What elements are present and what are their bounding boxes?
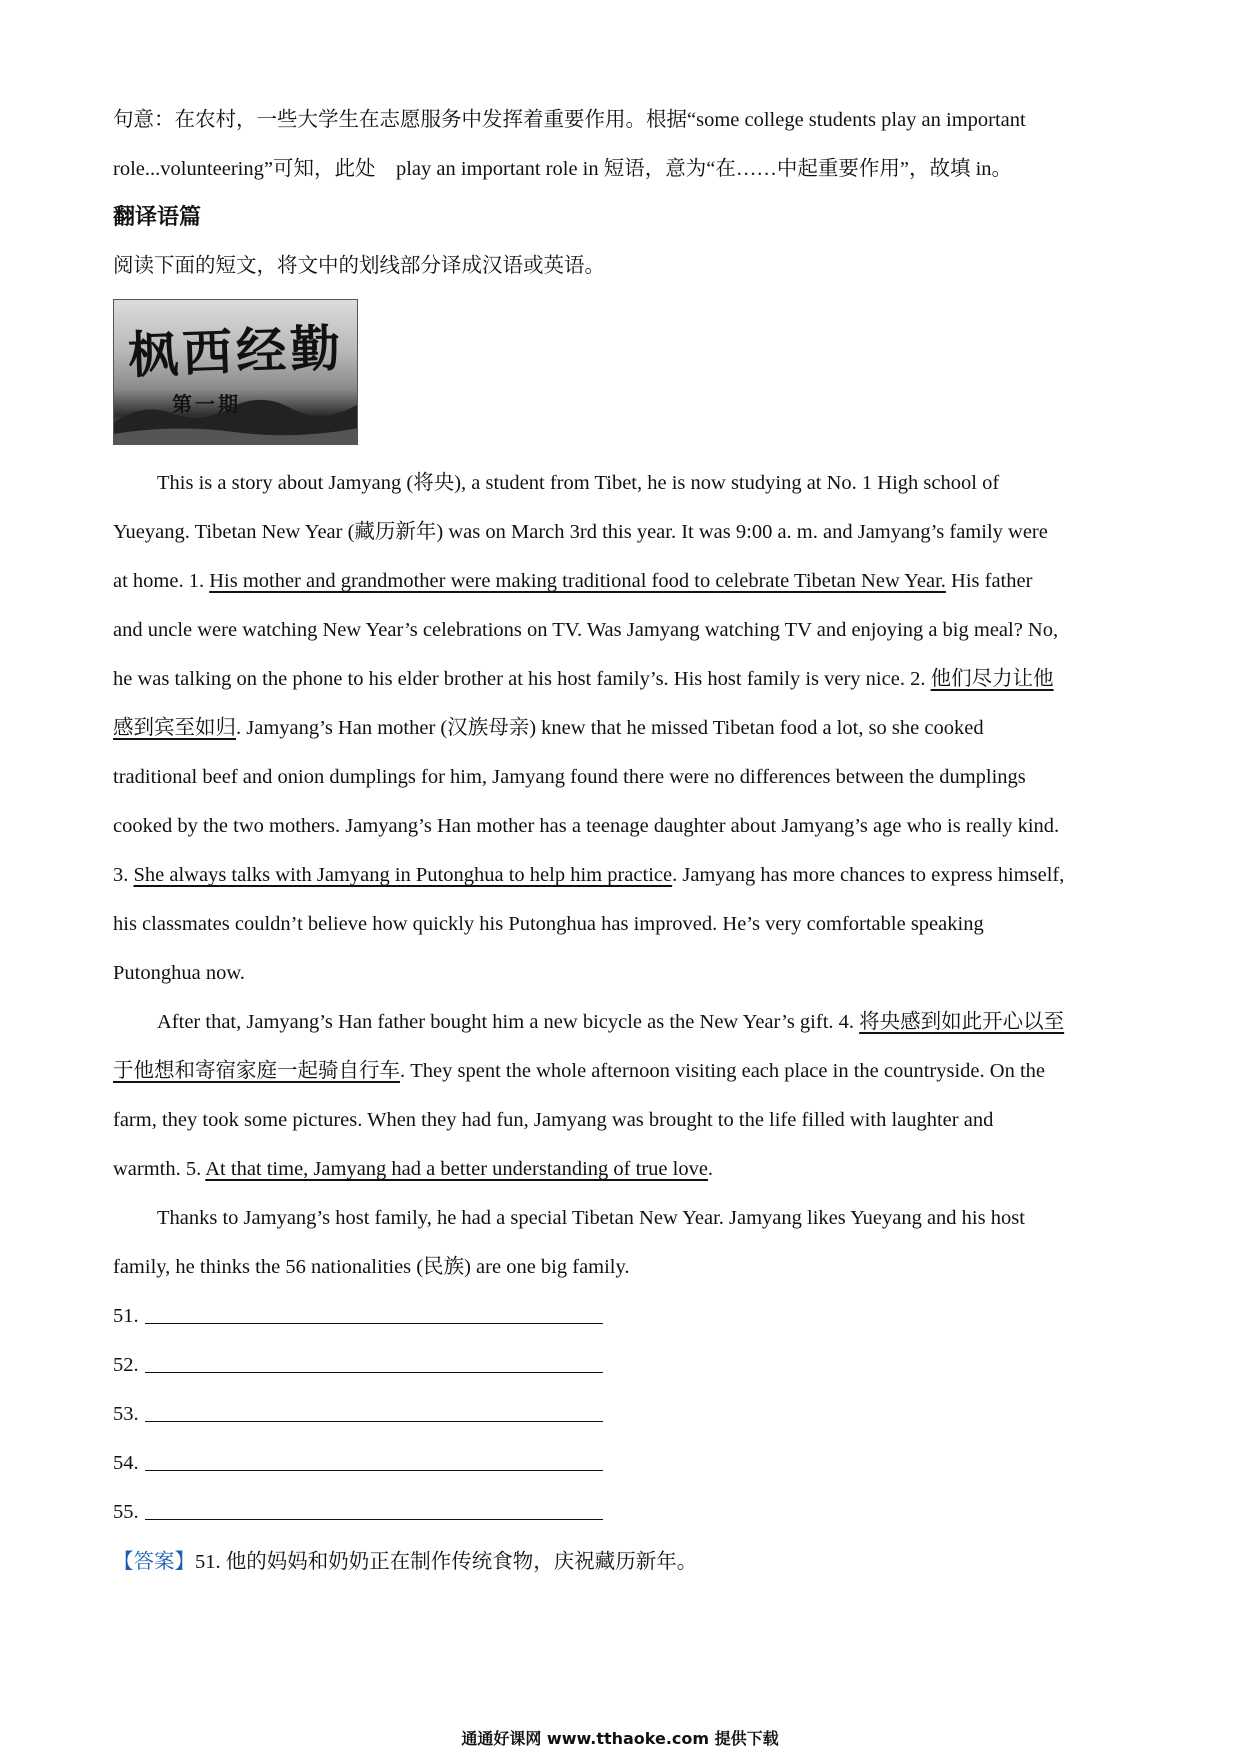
p1-line-7: traditional beef and onion dumplings for him, Jamyang found there were no differences between the dumplings (113, 766, 1026, 788)
blank-line[interactable] (145, 1420, 603, 1422)
blank-line[interactable] (145, 1322, 603, 1324)
blank-line[interactable] (145, 1371, 603, 1373)
blank-line[interactable] (145, 1518, 603, 1520)
p1-line-9: 3. She always talks with Jamyang in Putonghua to help him practice. Jamyang has more chances to express himself, (113, 864, 1065, 886)
underlined-sentence-1: His mother and grandmother were making traditional food to celebrate Tibetan New Year. (209, 570, 946, 592)
answer-blank-53: 53. (113, 1390, 1133, 1439)
logo-subtitle: 第一期 (172, 392, 241, 416)
underlined-sentence-2b: 感到宾至如归 (113, 717, 236, 739)
instruction: 阅读下面的短文，将文中的划线部分译成汉语或英语。 (113, 255, 605, 277)
p1-line-1: This is a story about Jamyang (将央), a student from Tibet, he is now studying at No. 1 High school of (157, 472, 1000, 494)
answer-blank-51: 51. (113, 1292, 1133, 1341)
p1-line-10: his classmates couldn’t believe how quickly his Putonghua has improved. He’s very comfortable speaking (113, 913, 984, 935)
intro-line-1: 句意：在农村，一些大学生在志愿服务中发挥着重要作用。根据“some college students play an important (113, 109, 1026, 131)
answer-blank-54: 54. (113, 1439, 1133, 1488)
p1-line-3: at home. 1. His mother and grandmother were making traditional food to celebrate Tibetan New Year. His father (113, 570, 1033, 592)
p1-line-11: Putonghua now. (113, 962, 245, 984)
answer-tag: 【答案】 (113, 1549, 195, 1573)
blank-line[interactable] (145, 1469, 603, 1471)
logo-calligraphy (117, 308, 355, 388)
underlined-sentence-3: She always talks with Jamyang in Putonghua to help him practice (133, 864, 673, 886)
p3-line-2: family, he thinks the 56 nationalities (民族) are one big family. (113, 1256, 630, 1278)
newspaper-logo-image (113, 299, 358, 445)
p2-line-1: After that, Jamyang’s Han father bought him a new bicycle as the New Year’s gift. 4. 将央感到如此开心以至 (157, 1011, 1065, 1033)
p1-line-4: and uncle were watching New Year’s celebrations on TV. Was Jamyang watching TV and enjoying a big meal? No, (113, 619, 1059, 641)
page-footer: 通通好课网 www.tthaoke.com 提供下载 (461, 1729, 779, 1748)
section-title: 翻译语篇 (113, 205, 202, 230)
p3-line-1: Thanks to Jamyang’s host family, he had a special Tibetan New Year. Jamyang likes Yueyang and his host (157, 1207, 1025, 1229)
underlined-sentence-4b: 于他想和寄宿家庭一起骑自行车 (113, 1060, 400, 1082)
p2-line-3: farm, they took some pictures. When they had fun, Jamyang was brought to the life filled with laughter and (113, 1109, 994, 1131)
underlined-sentence-5: At that time, Jamyang had a better understanding of true love (205, 1158, 708, 1180)
intro-line-2: role...volunteering”可知，此处 play an important role in 短语，意为“在……中起重要作用”，故填 in。 (113, 158, 1013, 180)
answer-blank-55: 55. (113, 1488, 1133, 1537)
p2-line-4: warmth. 5. At that time, Jamyang had a better understanding of true love. (113, 1158, 714, 1180)
p1-line-2: Yueyang. Tibetan New Year (藏历新年) was on March 3rd this year. It was 9:00 a. m. and Jamyang’s family were (113, 521, 1048, 543)
logo-text: 枫西经勤 (127, 318, 346, 385)
underlined-sentence-4a: 将央感到如此开心以至 (859, 1011, 1065, 1033)
p1-line-8: cooked by the two mothers. Jamyang’s Han mother has a teenage daughter about Jamyang’s age who is really kind. (113, 815, 1060, 837)
answer-line (113, 1537, 1133, 1587)
answer-blank-52: 52. (113, 1341, 1133, 1390)
answer-text: 51. 他的妈妈和奶奶正在制作传统食物，庆祝藏历新年。 (195, 1551, 698, 1573)
p1-line-6: 感到宾至如归. Jamyang’s Han mother (汉族母亲) knew that he missed Tibetan food a lot, so she cooked (113, 717, 984, 739)
underlined-sentence-2a: 他们尽力让他 (930, 668, 1054, 690)
document-page (113, 96, 1133, 1587)
p1-line-5: he was talking on the phone to his elder brother at his host family’s. His host family is very nice. 2. 他们尽力让他 (113, 668, 1054, 690)
p2-line-2: 于他想和寄宿家庭一起骑自行车. They spent the whole afternoon visiting each place in the countryside. On the (113, 1060, 1045, 1082)
